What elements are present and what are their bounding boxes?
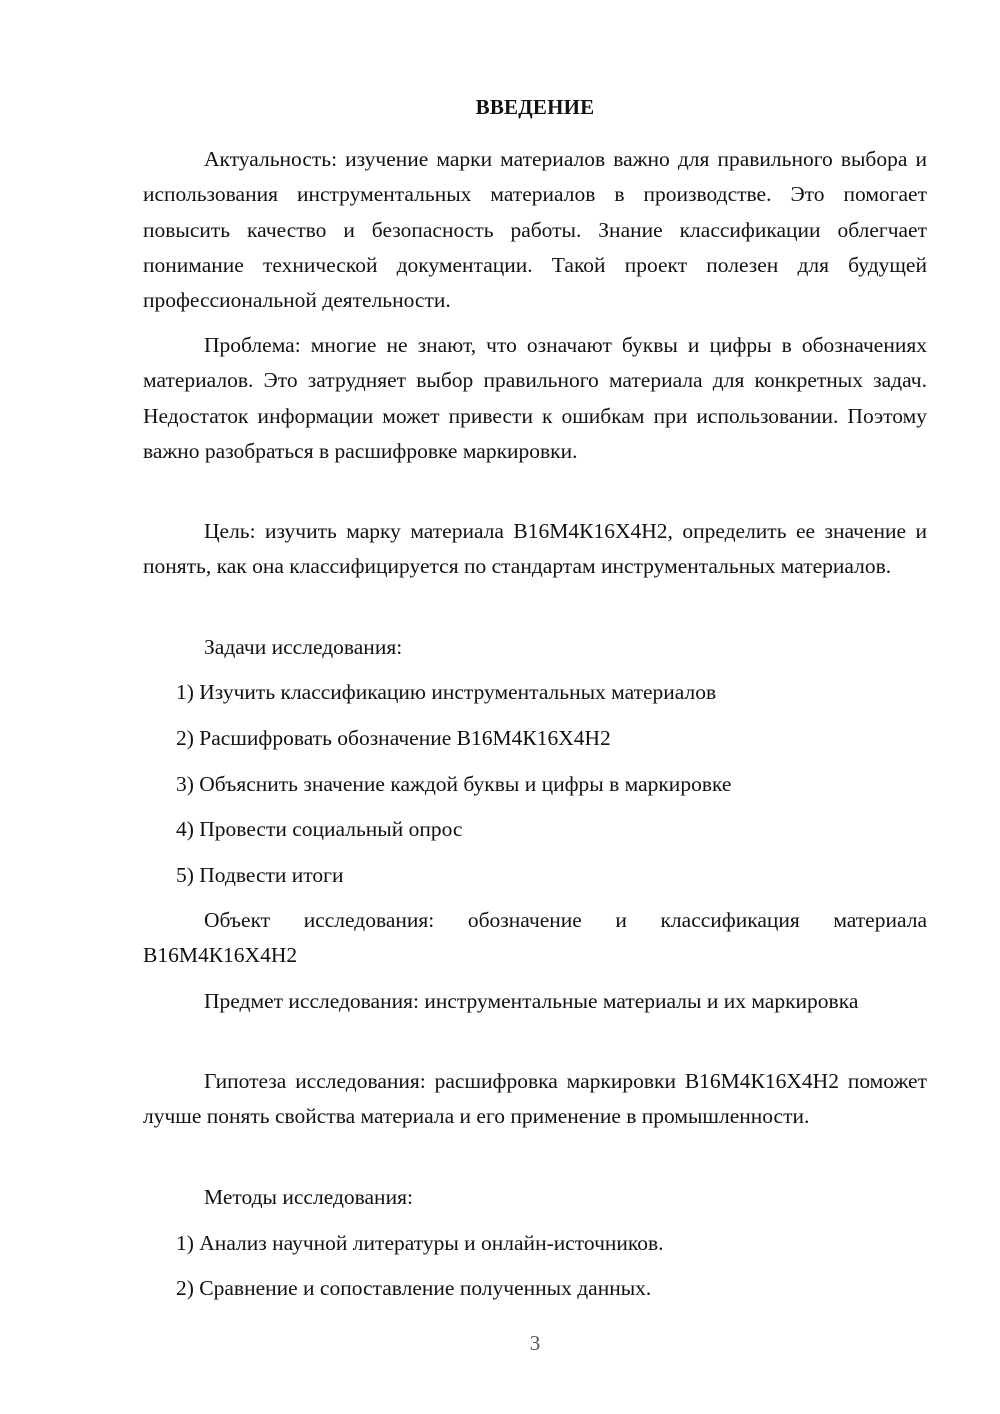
problem-paragraph: Проблема: многие не знают, что означают буквы и цифры в обозначениях материалов. Это затрудняет выбор правильного материала для конкретных задач. Недостаток информации может привести к ошибкам при использовании. Поэтому важно разобраться в расшифровке маркировки. — [143, 333, 927, 463]
methods-heading: Методы исследования: — [204, 1185, 413, 1209]
tasks-heading: Задачи исследования: — [204, 635, 403, 659]
task-item: 2) Расшифровать обозначение В16М4К16Х4Н2 — [176, 726, 611, 750]
object-paragraph: Объект исследования: обозначение и классификация материала В16М4К16Х4Н2 — [143, 908, 927, 968]
method-item: 1) Анализ научной литературы и онлайн-источников. — [176, 1231, 664, 1255]
page-title: ВВЕДЕНИЕ — [475, 95, 595, 119]
task-item: 1) Изучить классификацию инструментальных материалов — [176, 680, 717, 704]
subject-paragraph: Предмет исследования: инструментальные материалы и их маркировка — [204, 989, 859, 1013]
method-item: 2) Сравнение и сопоставление полученных данных. — [176, 1276, 652, 1300]
goal-paragraph: Цель: изучить марку материала В16М4К16Х4Н2, определить ее значение и понять, как она классифицируется по стандартам инструментальных материалов. — [143, 519, 927, 579]
task-item: 4) Провести социальный опрос — [176, 817, 463, 841]
relevance-paragraph: Актуальность: изучение марки материалов важно для правильного выбора и использования инструментальных материалов в производстве. Это помогает повысить качество и безопасность работы. Знание классификации облегчает понимание технической документации. Такой проект полезен для будущей профессиональной деятельности. — [143, 147, 927, 313]
task-item: 3) Объяснить значение каждой буквы и цифры в маркировке — [176, 772, 732, 796]
hypothesis-paragraph: Гипотеза исследования: расшифровка маркировки В16М4К16Х4Н2 поможет лучше понять свойства материала и его применение в промышленности. — [143, 1069, 927, 1129]
task-item: 5) Подвести итоги — [176, 863, 344, 887]
page-number: 3 — [529, 1331, 541, 1355]
